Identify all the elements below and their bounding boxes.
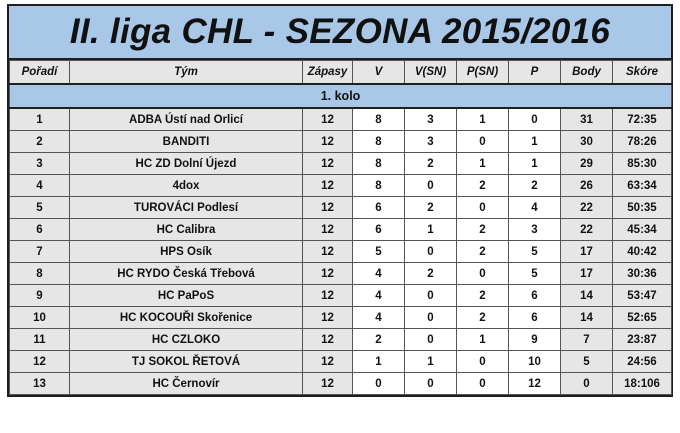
games-cell: 12: [303, 263, 353, 285]
position-cell: 10: [10, 307, 70, 329]
games-cell: 12: [303, 373, 353, 395]
wins-cell: 8: [353, 108, 405, 131]
points-cell: 22: [561, 197, 613, 219]
wins-cell: 1: [353, 351, 405, 373]
round-row: [10, 84, 672, 108]
header-losses: P: [509, 61, 561, 85]
games-cell: 12: [303, 285, 353, 307]
losses-so-cell: 0: [457, 373, 509, 395]
team-cell: ADBA Ústí nad Orlicí: [70, 108, 303, 131]
games-cell: 12: [303, 175, 353, 197]
points-cell: 17: [561, 263, 613, 285]
score-cell: 72:35: [613, 108, 672, 131]
position-cell: 1: [10, 108, 70, 131]
score-cell: 85:30: [613, 153, 672, 175]
team-cell: BANDITI: [70, 131, 303, 153]
position-cell: 8: [10, 263, 70, 285]
table-row: [10, 197, 672, 219]
standings-table: [9, 60, 672, 395]
losses-cell: 12: [509, 373, 561, 395]
header-points: Body: [561, 61, 613, 85]
points-cell: 14: [561, 285, 613, 307]
score-cell: 23:87: [613, 329, 672, 351]
team-cell: 4dox: [70, 175, 303, 197]
wins-so-cell: 0: [405, 307, 457, 329]
losses-cell: 1: [509, 131, 561, 153]
games-cell: 12: [303, 153, 353, 175]
games-cell: 12: [303, 219, 353, 241]
header-wins-so: V(SN): [405, 61, 457, 85]
score-cell: 53:47: [613, 285, 672, 307]
team-cell: HC KOCOUŘI Skořenice: [70, 307, 303, 329]
score-cell: 50:35: [613, 197, 672, 219]
points-cell: 7: [561, 329, 613, 351]
team-cell: HC CZLOKO: [70, 329, 303, 351]
points-cell: 29: [561, 153, 613, 175]
team-cell: HC ZD Dolní Újezd: [70, 153, 303, 175]
score-cell: 30:36: [613, 263, 672, 285]
losses-cell: 6: [509, 285, 561, 307]
points-cell: 17: [561, 241, 613, 263]
points-cell: 5: [561, 351, 613, 373]
losses-so-cell: 2: [457, 307, 509, 329]
team-cell: HC PaPoS: [70, 285, 303, 307]
losses-so-cell: 0: [457, 197, 509, 219]
losses-cell: 9: [509, 329, 561, 351]
losses-so-cell: 1: [457, 329, 509, 351]
header-row: [10, 61, 672, 85]
wins-cell: 4: [353, 307, 405, 329]
position-cell: 2: [10, 131, 70, 153]
losses-so-cell: 2: [457, 219, 509, 241]
page-title: II. liga CHL - SEZONA 2015/2016: [9, 6, 671, 60]
position-cell: 6: [10, 219, 70, 241]
score-cell: 45:34: [613, 219, 672, 241]
table-row: [10, 373, 672, 395]
position-cell: 11: [10, 329, 70, 351]
losses-so-cell: 0: [457, 263, 509, 285]
position-cell: 12: [10, 351, 70, 373]
wins-so-cell: 1: [405, 351, 457, 373]
team-cell: HPS Osík: [70, 241, 303, 263]
wins-so-cell: 0: [405, 373, 457, 395]
wins-so-cell: 3: [405, 108, 457, 131]
points-cell: 22: [561, 219, 613, 241]
standings-sheet: [7, 4, 673, 397]
losses-cell: 4: [509, 197, 561, 219]
points-cell: 14: [561, 307, 613, 329]
games-cell: 12: [303, 197, 353, 219]
header-position: Pořadí: [10, 61, 70, 85]
team-cell: HC Černovír: [70, 373, 303, 395]
losses-cell: 6: [509, 307, 561, 329]
games-cell: 12: [303, 351, 353, 373]
header-wins: V: [353, 61, 405, 85]
losses-so-cell: 1: [457, 108, 509, 131]
score-cell: 24:56: [613, 351, 672, 373]
table-row: [10, 219, 672, 241]
wins-cell: 4: [353, 263, 405, 285]
position-cell: 5: [10, 197, 70, 219]
games-cell: 12: [303, 329, 353, 351]
header-team: Tým: [70, 61, 303, 85]
wins-cell: 6: [353, 197, 405, 219]
wins-cell: 8: [353, 175, 405, 197]
score-cell: 78:26: [613, 131, 672, 153]
score-cell: 63:34: [613, 175, 672, 197]
games-cell: 12: [303, 131, 353, 153]
points-cell: 30: [561, 131, 613, 153]
team-cell: TJ SOKOL ŘETOVÁ: [70, 351, 303, 373]
losses-cell: 0: [509, 108, 561, 131]
losses-cell: 2: [509, 175, 561, 197]
losses-so-cell: 0: [457, 131, 509, 153]
team-cell: TUROVÁCI Podlesí: [70, 197, 303, 219]
wins-cell: 8: [353, 131, 405, 153]
team-cell: HC Calibra: [70, 219, 303, 241]
header-losses-so: P(SN): [457, 61, 509, 85]
losses-so-cell: 2: [457, 285, 509, 307]
table-row: [10, 241, 672, 263]
wins-so-cell: 3: [405, 131, 457, 153]
wins-so-cell: 2: [405, 153, 457, 175]
games-cell: 12: [303, 307, 353, 329]
wins-cell: 5: [353, 241, 405, 263]
losses-cell: 1: [509, 153, 561, 175]
points-cell: 0: [561, 373, 613, 395]
losses-cell: 5: [509, 263, 561, 285]
table-row: [10, 285, 672, 307]
position-cell: 7: [10, 241, 70, 263]
header-score: Skóre: [613, 61, 672, 85]
team-cell: HC RYDO Česká Třebová: [70, 263, 303, 285]
position-cell: 4: [10, 175, 70, 197]
score-cell: 52:65: [613, 307, 672, 329]
points-cell: 31: [561, 108, 613, 131]
points-cell: 26: [561, 175, 613, 197]
wins-so-cell: 0: [405, 241, 457, 263]
wins-cell: 8: [353, 153, 405, 175]
losses-so-cell: 2: [457, 175, 509, 197]
position-cell: 13: [10, 373, 70, 395]
position-cell: 9: [10, 285, 70, 307]
losses-so-cell: 1: [457, 153, 509, 175]
table-row: [10, 263, 672, 285]
table-row: [10, 351, 672, 373]
wins-so-cell: 2: [405, 263, 457, 285]
wins-cell: 2: [353, 329, 405, 351]
wins-so-cell: 1: [405, 219, 457, 241]
wins-so-cell: 0: [405, 329, 457, 351]
score-cell: 40:42: [613, 241, 672, 263]
table-row: [10, 307, 672, 329]
wins-so-cell: 0: [405, 285, 457, 307]
losses-cell: 3: [509, 219, 561, 241]
position-cell: 3: [10, 153, 70, 175]
wins-so-cell: 0: [405, 175, 457, 197]
header-games: Zápasy: [303, 61, 353, 85]
games-cell: 12: [303, 108, 353, 131]
table-row: [10, 131, 672, 153]
table-row: [10, 153, 672, 175]
losses-cell: 10: [509, 351, 561, 373]
losses-so-cell: 2: [457, 241, 509, 263]
score-cell: 18:106: [613, 373, 672, 395]
losses-cell: 5: [509, 241, 561, 263]
table-row: [10, 108, 672, 131]
wins-cell: 0: [353, 373, 405, 395]
losses-so-cell: 0: [457, 351, 509, 373]
wins-so-cell: 2: [405, 197, 457, 219]
games-cell: 12: [303, 241, 353, 263]
round-label: 1. kolo: [10, 84, 672, 108]
table-row: [10, 175, 672, 197]
wins-cell: 4: [353, 285, 405, 307]
wins-cell: 6: [353, 219, 405, 241]
table-row: [10, 329, 672, 351]
